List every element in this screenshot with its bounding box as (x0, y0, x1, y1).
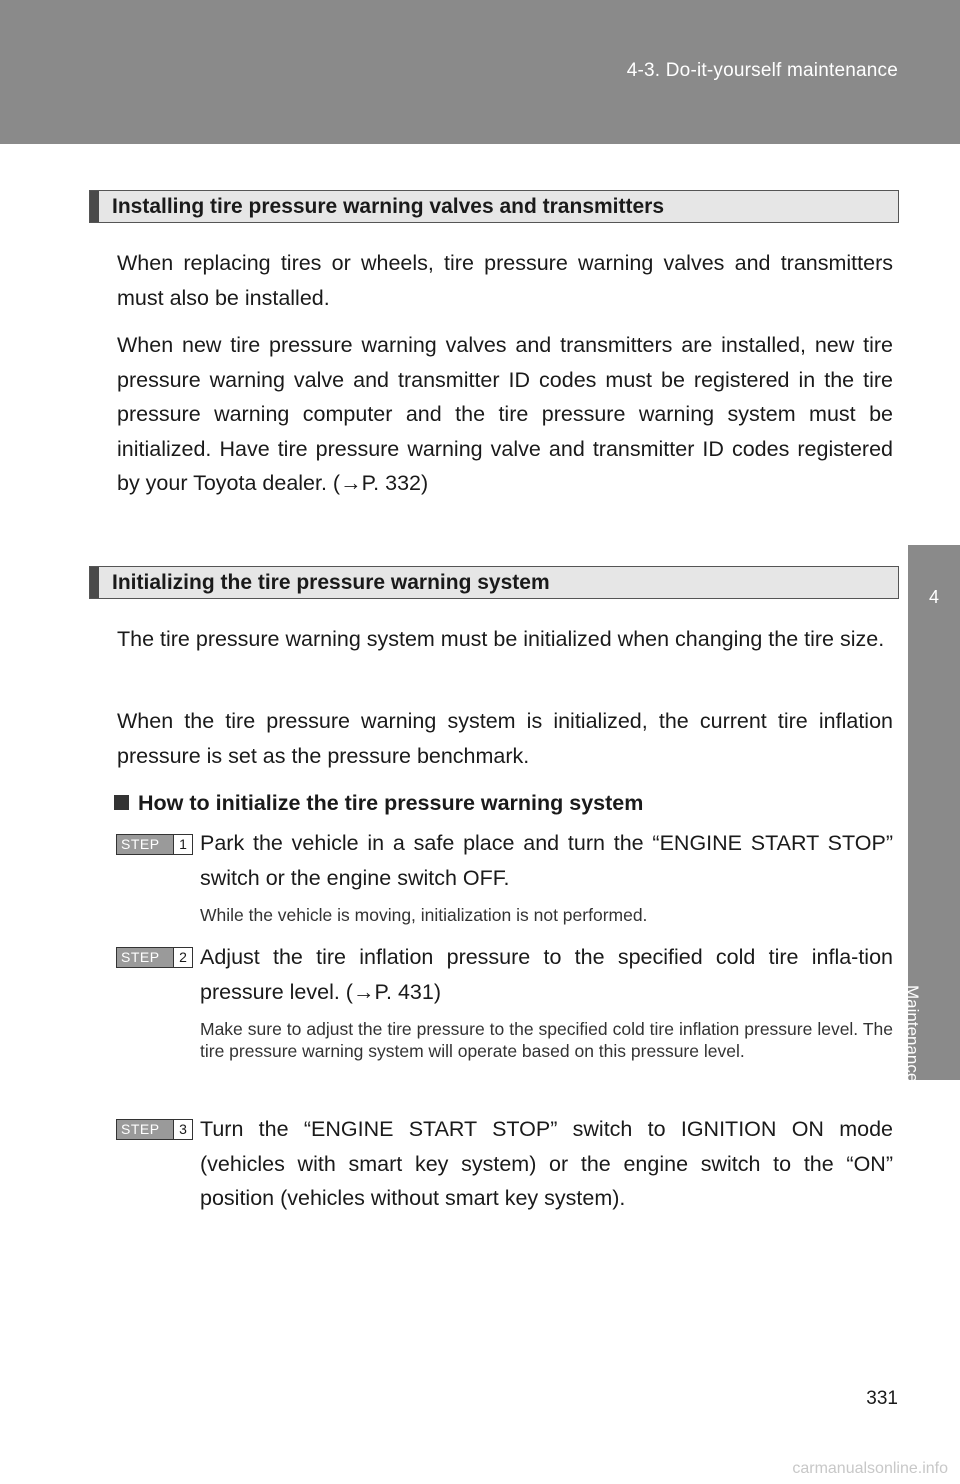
step-badge-2 (116, 947, 193, 968)
paragraph: When the tire pressure warning system is initialized, the current tire inflation pressure is set as the pressure benchmark. (117, 709, 893, 768)
section-heading-text: Installing tire pressure warning valves and transmitters (112, 195, 665, 218)
step-badge-1 (116, 834, 193, 855)
step-label: STEP (121, 1121, 160, 1137)
chapter-tab-label: Maintenance and care (903, 985, 922, 1154)
step-number: 2 (173, 948, 192, 967)
step-text: Turn the “ENGINE START STOP” switch to IGNITION ON mode (vehicles with smart key system) or the engine switch to the “ON” position (vehicles without smart key system). (200, 1117, 893, 1210)
square-bullet-icon (114, 795, 129, 810)
page-number: 331 (866, 1388, 898, 1409)
subheading-text: How to initialize the tire pressure warning system (138, 791, 644, 815)
paragraph: The tire pressure warning system must be initialized when changing the tire size. (117, 627, 885, 651)
step-number: 3 (173, 1120, 192, 1139)
step-label: STEP (121, 836, 160, 852)
step-label: STEP (121, 949, 160, 965)
step-badge-3 (116, 1119, 193, 1140)
section-title: 4-3. Do-it-yourself maintenance (626, 60, 898, 81)
step-note: Make sure to adjust the tire pressure to the specified cold tire inflation pressure level. The tire pressure warning system will operate based on this pressure level. (200, 1019, 893, 1061)
subheading (114, 791, 643, 816)
chapter-tab (903, 655, 960, 1154)
paragraph: When new tire pressure warning valves and transmitters are installed, new tire pressure warning valve and transmitter ID codes must be registered in the tire pressure warning computer and the tire pressure warning system must be initialized. Have tire pressure warning valve and transmitter ID codes registered by your Toyota dealer. (→P. 332) (117, 333, 893, 495)
step-number: 1 (173, 835, 192, 854)
header-band (0, 0, 960, 144)
section-heading-initializing (89, 566, 899, 599)
step-text: Park the vehicle in a safe place and turn the “ENGINE START STOP” switch or the engine switch OFF. (200, 831, 893, 890)
paragraph: When replacing tires or wheels, tire pressure warning valves and transmitters must also be installed. (117, 251, 893, 310)
step-text: Adjust the tire inflation pressure to the specified cold tire infla-tion pressure level. (→P. 431) (200, 945, 893, 1004)
section-heading-text: Initializing the tire pressure warning system (112, 571, 550, 594)
section-heading-installing (89, 190, 899, 223)
heading-accent-bar (90, 567, 99, 598)
heading-accent-bar (90, 191, 99, 222)
chapter-tab-number: 4 (908, 545, 960, 655)
step-note: While the vehicle is moving, initialization is not performed. (200, 905, 648, 925)
watermark: carmanualsonline.info (792, 1460, 948, 1477)
